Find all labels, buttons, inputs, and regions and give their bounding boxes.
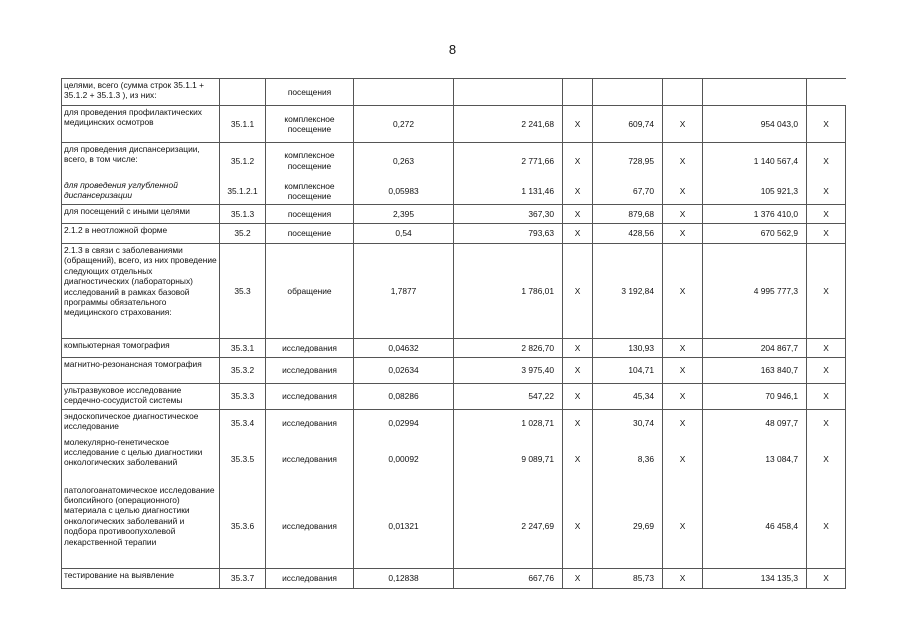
row-unit: исследования xyxy=(266,484,354,569)
row-x3: Х xyxy=(807,224,846,244)
table-row xyxy=(62,224,846,244)
row-value-2: 1 140 567,4 xyxy=(703,143,807,179)
row-norm: 0,01321 xyxy=(354,484,454,569)
row-norm: 2,395 xyxy=(354,205,454,224)
row-x3: Х xyxy=(807,143,846,179)
row-norm: 0,02994 xyxy=(354,410,454,436)
row-unit: исследования xyxy=(266,339,354,358)
row-norm: 0,02634 xyxy=(354,358,454,384)
row-value-1: 29,69 xyxy=(593,484,663,569)
row-x2: Х xyxy=(663,244,703,339)
row-name: 2.1.2 в неотложной форме xyxy=(62,224,220,244)
row-name: эндоскопическое диагностическое исследование xyxy=(62,410,220,436)
row-value-2: 48 097,7 xyxy=(703,410,807,436)
row-cost: 2 826,70 xyxy=(454,339,563,358)
row-x3: Х xyxy=(807,339,846,358)
table-row xyxy=(62,205,846,224)
table-row xyxy=(62,339,846,358)
row-value-1: 728,95 xyxy=(593,143,663,179)
tariff-table xyxy=(61,78,846,589)
row-value-1: 3 192,84 xyxy=(593,244,663,339)
table-row xyxy=(62,384,846,410)
row-cost xyxy=(454,79,563,106)
table-row xyxy=(62,179,846,205)
row-x3 xyxy=(807,79,846,106)
row-name: 2.1.3 в связи с заболеваниями (обращений), всего, из них проведение следующих отдельных диагностических (лабораторных) исследований в рамках базовой программы обязательного медицинского страхования: xyxy=(62,244,220,339)
row-x2: Х xyxy=(663,484,703,569)
row-cost: 3 975,40 xyxy=(454,358,563,384)
row-norm: 0,263 xyxy=(354,143,454,179)
row-unit: комплексное посещение xyxy=(266,143,354,179)
row-cost: 2 771,66 xyxy=(454,143,563,179)
row-unit: комплексное посещение xyxy=(266,179,354,205)
row-x1: Х xyxy=(563,224,593,244)
row-value-2 xyxy=(703,79,807,106)
row-unit: исследования xyxy=(266,569,354,589)
row-cost: 367,30 xyxy=(454,205,563,224)
row-cost: 1 028,71 xyxy=(454,410,563,436)
row-norm: 0,272 xyxy=(354,106,454,143)
row-code: 35.3.3 xyxy=(220,384,266,410)
row-x1: Х xyxy=(563,358,593,384)
row-name: для проведения профилактических медицинских осмотров xyxy=(62,106,220,143)
table-row xyxy=(62,410,846,436)
row-value-1: 104,71 xyxy=(593,358,663,384)
row-unit: исследования xyxy=(266,436,354,484)
row-x2: Х xyxy=(663,205,703,224)
row-norm: 0,00092 xyxy=(354,436,454,484)
row-x1: Х xyxy=(563,339,593,358)
row-norm: 0,04632 xyxy=(354,339,454,358)
row-x1 xyxy=(563,79,593,106)
row-x2: Х xyxy=(663,410,703,436)
row-name: магнитно-резонансная томография xyxy=(62,358,220,384)
row-x3: Х xyxy=(807,106,846,143)
row-unit: посещение xyxy=(266,224,354,244)
row-x2 xyxy=(663,79,703,106)
row-name: молекулярно-генетическое исследование с целью диагностики онкологических заболеваний xyxy=(62,436,220,484)
row-value-2: 70 946,1 xyxy=(703,384,807,410)
row-x2: Х xyxy=(663,179,703,205)
row-value-1: 130,93 xyxy=(593,339,663,358)
row-unit: обращение xyxy=(266,244,354,339)
row-x2: Х xyxy=(663,384,703,410)
row-x1: Х xyxy=(563,410,593,436)
row-cost: 2 241,68 xyxy=(454,106,563,143)
row-value-2: 163 840,7 xyxy=(703,358,807,384)
row-value-1: 30,74 xyxy=(593,410,663,436)
row-x3: Х xyxy=(807,179,846,205)
row-cost: 667,76 xyxy=(454,569,563,589)
table-row xyxy=(62,106,846,143)
page-number: 8 xyxy=(448,42,457,57)
row-value-2: 204 867,7 xyxy=(703,339,807,358)
row-name: патологоанатомическое исследование биопсийного (операционного) материала с целью диагностики онкологических заболеваний и подбора противоопухолевой лекарственной терапии xyxy=(62,484,220,569)
row-value-2: 4 995 777,3 xyxy=(703,244,807,339)
table-row xyxy=(62,569,846,589)
row-x1: Х xyxy=(563,143,593,179)
row-cost: 9 089,71 xyxy=(454,436,563,484)
row-code: 35.1.2.1 xyxy=(220,179,266,205)
row-cost: 1 786,01 xyxy=(454,244,563,339)
row-code: 35.1.2 xyxy=(220,143,266,179)
row-value-2: 105 921,3 xyxy=(703,179,807,205)
row-x2: Х xyxy=(663,569,703,589)
table-row xyxy=(62,244,846,339)
row-x1: Х xyxy=(563,569,593,589)
row-x2: Х xyxy=(663,106,703,143)
row-norm xyxy=(354,79,454,106)
row-name: ультразвуковое исследование сердечно-сосудистой системы xyxy=(62,384,220,410)
row-x2: Х xyxy=(663,436,703,484)
row-x2: Х xyxy=(663,143,703,179)
row-x1: Х xyxy=(563,484,593,569)
row-cost: 1 131,46 xyxy=(454,179,563,205)
table-row xyxy=(62,436,846,484)
row-value-1 xyxy=(593,79,663,106)
row-code: 35.3.6 xyxy=(220,484,266,569)
row-x1: Х xyxy=(563,106,593,143)
row-code: 35.3 xyxy=(220,244,266,339)
row-x2: Х xyxy=(663,339,703,358)
row-x2: Х xyxy=(663,358,703,384)
row-value-2: 13 084,7 xyxy=(703,436,807,484)
row-name: для проведения диспансеризации, всего, в том числе: xyxy=(62,143,220,179)
row-code: 35.3.1 xyxy=(220,339,266,358)
row-name: для посещений с иными целями xyxy=(62,205,220,224)
row-value-1: 67,70 xyxy=(593,179,663,205)
row-x3: Х xyxy=(807,436,846,484)
row-x3: Х xyxy=(807,244,846,339)
row-code: 35.3.7 xyxy=(220,569,266,589)
row-unit: посещения xyxy=(266,79,354,106)
row-x3: Х xyxy=(807,358,846,384)
row-norm: 0,08286 xyxy=(354,384,454,410)
row-norm: 0,54 xyxy=(354,224,454,244)
row-code: 35.2 xyxy=(220,224,266,244)
row-x1: Х xyxy=(563,244,593,339)
row-unit: исследования xyxy=(266,358,354,384)
row-unit: комплексное посещение xyxy=(266,106,354,143)
row-unit: посещения xyxy=(266,205,354,224)
row-x1: Х xyxy=(563,205,593,224)
row-x1: Х xyxy=(563,436,593,484)
table-row xyxy=(62,484,846,569)
row-cost: 547,22 xyxy=(454,384,563,410)
row-x1: Х xyxy=(563,384,593,410)
row-x3: Х xyxy=(807,484,846,569)
row-x1: Х xyxy=(563,179,593,205)
row-value-2: 670 562,9 xyxy=(703,224,807,244)
row-value-2: 46 458,4 xyxy=(703,484,807,569)
row-value-2: 134 135,3 xyxy=(703,569,807,589)
row-code: 35.1.3 xyxy=(220,205,266,224)
row-value-1: 45,34 xyxy=(593,384,663,410)
row-cost: 2 247,69 xyxy=(454,484,563,569)
row-norm: 0,12838 xyxy=(354,569,454,589)
row-value-1: 609,74 xyxy=(593,106,663,143)
table-row xyxy=(62,79,846,106)
row-code: 35.3.2 xyxy=(220,358,266,384)
row-value-2: 1 376 410,0 xyxy=(703,205,807,224)
row-name: тестирование на выявление xyxy=(62,569,220,589)
row-cost: 793,63 xyxy=(454,224,563,244)
row-norm: 0,05983 xyxy=(354,179,454,205)
row-unit: исследования xyxy=(266,384,354,410)
row-value-1: 8,36 xyxy=(593,436,663,484)
row-code: 35.1.1 xyxy=(220,106,266,143)
table-row xyxy=(62,358,846,384)
row-code xyxy=(220,79,266,106)
row-code: 35.3.5 xyxy=(220,436,266,484)
row-x2: Х xyxy=(663,224,703,244)
row-name: целями, всего (сумма строк 35.1.1 + 35.1.2 + 35.1.3 ), из них: xyxy=(62,79,220,106)
row-code: 35.3.4 xyxy=(220,410,266,436)
row-x3: Х xyxy=(807,384,846,410)
row-name: для проведения углубленной диспансеризации xyxy=(62,179,220,205)
row-value-2: 954 043,0 xyxy=(703,106,807,143)
row-value-1: 85,73 xyxy=(593,569,663,589)
row-x3: Х xyxy=(807,410,846,436)
table-row xyxy=(62,143,846,179)
row-value-1: 879,68 xyxy=(593,205,663,224)
row-value-1: 428,56 xyxy=(593,224,663,244)
row-unit: исследования xyxy=(266,410,354,436)
row-norm: 1,7877 xyxy=(354,244,454,339)
row-x3: Х xyxy=(807,205,846,224)
row-name: компьютерная томография xyxy=(62,339,220,358)
row-x3: Х xyxy=(807,569,846,589)
